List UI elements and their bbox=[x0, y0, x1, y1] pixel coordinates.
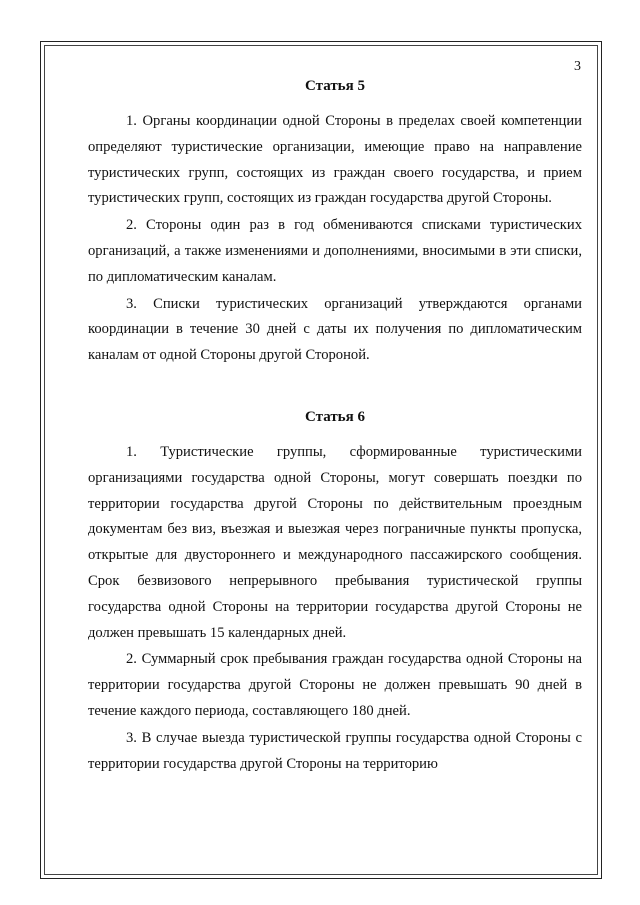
article-title: Статья 5 bbox=[305, 78, 365, 94]
article-paragraph: 3. Списки туристических организаций утверждаются органами координации в течение 30 дней с даты их получения по дипломатическим каналам от одной Стороны другой Стороной. bbox=[88, 295, 582, 364]
article-paragraph: 2. Суммарный срок пребывания граждан государства одной Стороны на территории государства другой Стороны не должен превышать 90 дней в течение каждого периода, составляющего 180 дней. bbox=[88, 651, 582, 719]
document-body bbox=[88, 76, 582, 778]
article-paragraph: 1. Туристические группы, сформированные туристическими организациями государства одной Стороны, могут совершать поездки по территории государства другой Стороны по действительным проездным документам без виз, въезжая и выезжая через пограничные пункты пропуска, открытые для двустороннего и международного пассажирского сообщения. Срок безвизового непрерывного пребывания туристической группы государства одной Стороны на территории государства другой Стороны не должен превышать 15 календарных дней. bbox=[88, 443, 582, 641]
page-number: 3 bbox=[574, 59, 581, 74]
article-6 bbox=[88, 407, 582, 777]
article-paragraph: 2. Стороны один раз в год обмениваются списками туристических организаций, а также изменениями и дополнениями, вносимыми в эти списки, по дипломатическим каналам. bbox=[88, 217, 582, 285]
article-title: Статья 6 bbox=[305, 408, 365, 425]
article-paragraph: 3. В случае выезда туристической группы государства одной Стороны с территории государства другой Стороны на территорию bbox=[88, 729, 582, 772]
article-5 bbox=[88, 76, 582, 369]
article-paragraph: 1. Органы координации одной Стороны в пределах своей компетенции определяют туристические организации, имеющие право на направление туристических групп, состоящих из граждан своего государства, и прием туристических групп, состоящих из граждан государства другой Стороны. bbox=[88, 113, 582, 207]
section-spacer bbox=[88, 370, 582, 407]
